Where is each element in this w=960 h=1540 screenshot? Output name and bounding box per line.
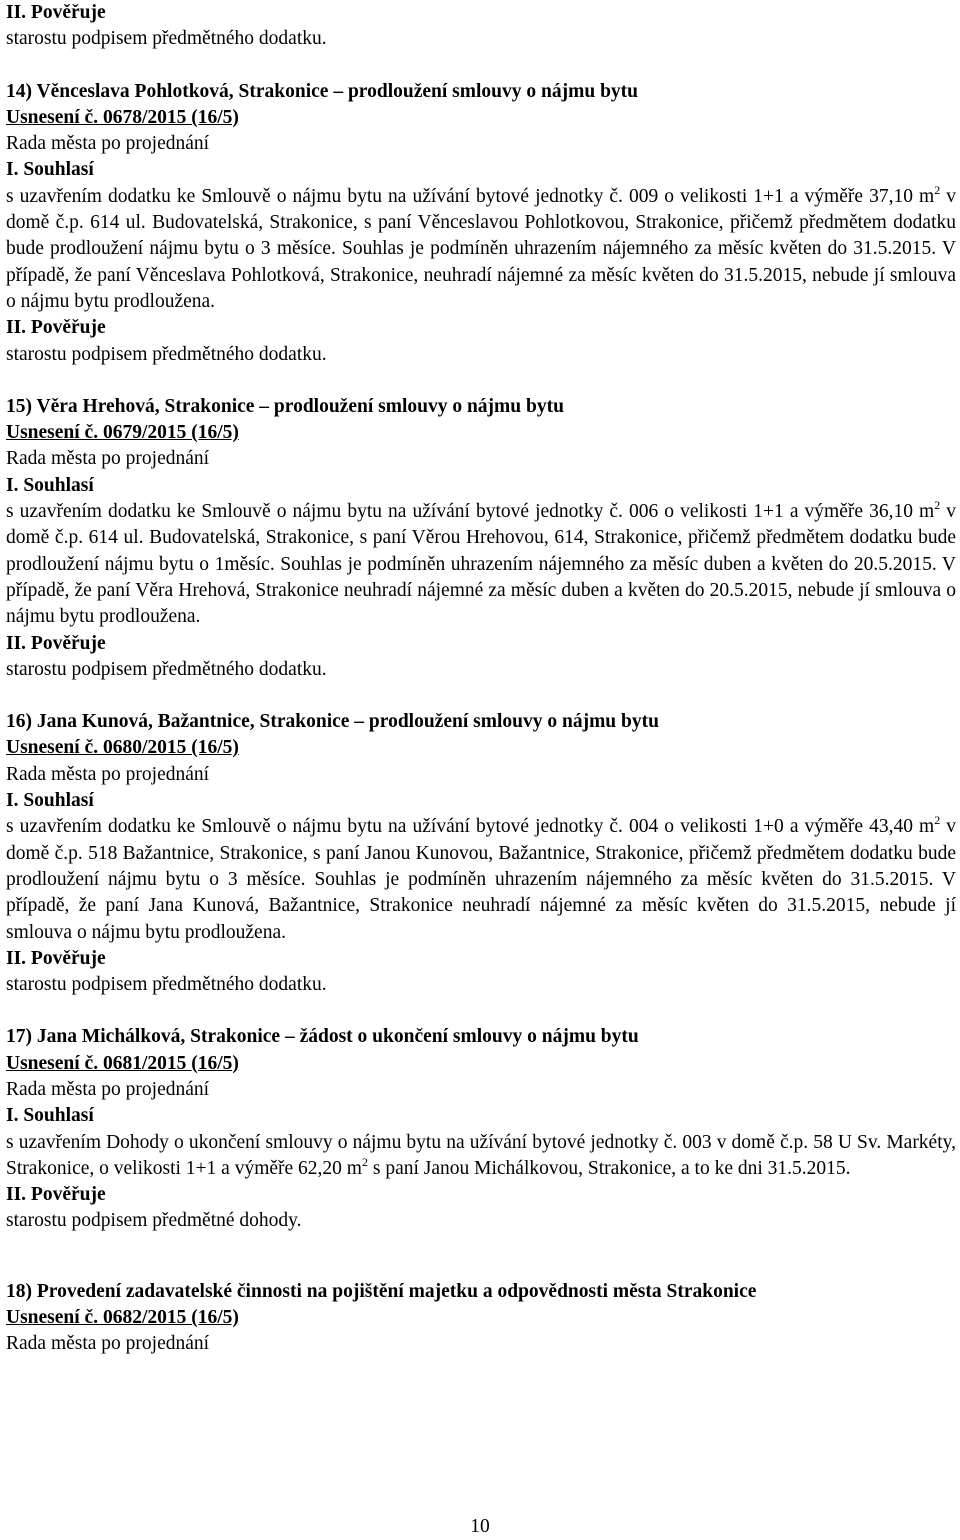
- poveruje-heading: II. Pověřuje: [6, 947, 106, 969]
- council-line: Rada města po projednání: [6, 1333, 210, 1355]
- poveruje-heading: II. Pověřuje: [6, 2, 106, 23]
- poveruje-heading: II. Pověřuje: [6, 632, 106, 654]
- resolution-text: s uzavřením dodatku ke Smlouvě o nájmu bytu na užívání bytové jednotky č. 006 o velikosti 1+1 a výměře 36,10 $m^2$ v domě č.p. 614 ul. Budovatelská, Strakonice, s paní Věrou Hrehovou, 614, Strakonice, přičemž předmětem dodatku bude prodloužení nájmu bytu o 1měsíc. Souhlas je podmíněn uhrazením nájemného za měsíc duben a květen do 20.5.2015. V případě, že paní Věra Hrehová, Strakonice neuhradí nájemné za měsíc duben a květen do 20.5.2015, nebude jí smlouva o nájmu bytu prodloužena.: [6, 498, 956, 628]
- section-heading: 18) Provedení zadavatelské činnosti na pojištění majetku a odpovědnosti města Strakonice: [6, 1280, 757, 1302]
- agrees-heading: I. Souhlasí: [6, 159, 94, 181]
- agrees-heading: I. Souhlasí: [6, 790, 94, 812]
- resolution-number: Usnesení č. 0680/2015 (16/5): [6, 737, 239, 759]
- section-15: [6, 394, 956, 683]
- agrees-heading: I. Souhlasí: [6, 474, 94, 496]
- poveruje-text: starostu podpisem předmětného dodatku.: [6, 343, 327, 365]
- resolution-text: s uzavřením dodatku ke Smlouvě o nájmu bytu na užívání bytové jednotky č. 009 o velikosti 1+1 a výměře 37,10 $m^2$ v domě č.p. 614 ul. Budovatelská, Strakonice, s paní Věnceslavou Pohlotkovou, Strakonice, přičemž předmětem dodatku bude prodloužení nájmu bytu o 3 měsíce. Souhlas je podmíněn uhrazením nájemného za měsíc květen do 31.5.2015. V případě, že paní Věnceslava Pohlotková, Strakonice, neuhradí nájemné za měsíc květen do 31.5.2015, nebude jí smlouva o nájmu bytu prodloužena.: [6, 182, 956, 312]
- page-number: 10: [470, 1516, 490, 1537]
- section-17: [6, 1024, 956, 1234]
- resolution-number: Usnesení č. 0681/2015 (16/5): [6, 1052, 239, 1074]
- council-line: Rada města po projednání: [6, 133, 210, 155]
- resolution-text: s uzavřením dodatku ke Smlouvě o nájmu bytu na užívání bytové jednotky č. 004 o velikosti 1+0 a výměře 43,40 $m^2$ v domě č.p. 518 Bažantnice, Strakonice, s paní Janou Kunovou, Bažantnice, Strakonice, přičemž předmětem dodatku bude prodloužení nájmu bytu o 3 měsíce. Souhlas je podmíněn uhrazením nájemného za měsíc květen do 31.5.2015. V případě, že paní Jana Kunová, Bažantnice, Strakonice neuhradí nájemné za měsíc květen do 31.5.2015, nebude jí smlouva o nájmu bytu prodloužena.: [6, 813, 956, 943]
- council-line: Rada města po projednání: [6, 1078, 210, 1100]
- council-line: Rada města po projednání: [6, 448, 210, 470]
- section-heading: 16) Jana Kunová, Bažantnice, Strakonice – prodloužení smlouvy o nájmu bytu: [6, 711, 659, 733]
- poveruje-heading: II. Pověřuje: [6, 317, 106, 339]
- resolution-number: Usnesení č. 0678/2015 (16/5): [6, 106, 239, 128]
- poveruje-heading: II. Pověřuje: [6, 1184, 106, 1206]
- poveruje-text: starostu podpisem předmětného dodatku.: [6, 974, 327, 996]
- section-14: [6, 79, 956, 368]
- section-heading: 14) Věnceslava Pohlotková, Strakonice – prodloužení smlouvy o nájmu bytu: [6, 80, 638, 102]
- resolution-text: s uzavřením Dohody o ukončení smlouvy o nájmu bytu na užívání bytové jednotky č. 003 v domě č.p. 58 U Sv. Markéty, Strakonice, o velikosti 1+1 a výměře 62,20 $m^2$ s paní Janou Michálkovou, Strakonice, a to ke dni 31.5.2015.: [6, 1131, 956, 1179]
- poveruje-text: starostu podpisem předmětné dohody.: [6, 1210, 302, 1232]
- resolution-number: Usnesení č. 0682/2015 (16/5): [6, 1307, 239, 1329]
- resolution-number: Usnesení č. 0679/2015 (16/5): [6, 422, 239, 444]
- section-16: [6, 709, 956, 998]
- poveruje-text: starostu podpisem předmětného dodatku.: [6, 28, 327, 50]
- section-heading: 17) Jana Michálková, Strakonice – žádost o ukončení smlouvy o nájmu bytu: [6, 1026, 639, 1048]
- section-heading: 15) Věra Hrehová, Strakonice – prodloužení smlouvy o nájmu bytu: [6, 395, 564, 417]
- agrees-heading: I. Souhlasí: [6, 1105, 94, 1127]
- section-18: [6, 1279, 956, 1358]
- poveruje-text: starostu podpisem předmětného dodatku.: [6, 658, 327, 680]
- council-line: Rada města po projednání: [6, 763, 210, 785]
- document-page: [6, 0, 956, 1358]
